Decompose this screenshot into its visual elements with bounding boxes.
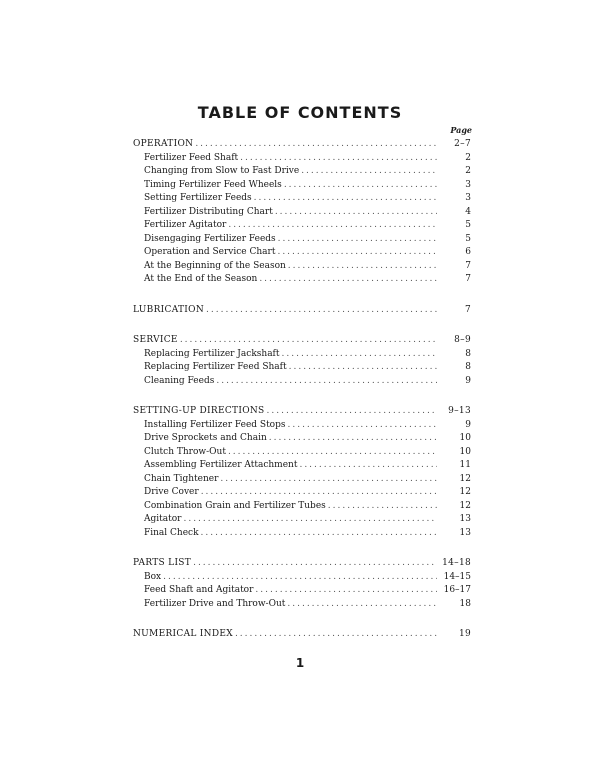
toc-entry-page: 8	[465, 362, 471, 372]
toc-entry[interactable]	[133, 165, 471, 179]
toc-entry[interactable]	[133, 219, 471, 233]
toc-entry-label: Operation and Service Chart	[144, 247, 276, 257]
toc-entry-label: Chain Tightener	[144, 473, 219, 484]
dot-leader	[235, 628, 437, 642]
dot-leader	[282, 348, 437, 362]
dot-leader	[301, 165, 437, 179]
toc-section-heading-page: 19	[458, 629, 471, 639]
toc-entry-label: Assembling Fertilizer Attachment	[144, 460, 298, 470]
toc-entry-page: 3	[465, 193, 471, 203]
dot-leader	[240, 152, 437, 166]
dot-leader	[201, 527, 437, 541]
toc-entry[interactable]	[133, 513, 471, 527]
page-number: 1	[295, 656, 305, 670]
toc-entry-label: Fertilizer Feed Shaft	[144, 152, 239, 163]
toc-entry-label: Fertilizer Distributing Chart	[144, 206, 273, 217]
page-column-header: Page	[450, 125, 472, 135]
toc-entry-label: Disengaging Fertilizer Feeds	[144, 233, 276, 244]
toc-entry-label: Clutch Throw-Out	[144, 446, 226, 457]
toc-entry-page: 6	[465, 247, 471, 257]
toc-entry-label: Setting Fertilizer Feeds	[144, 193, 252, 203]
toc-section-heading-label: SETTING-UP DIRECTIONS	[133, 406, 265, 416]
dot-leader	[275, 206, 437, 220]
dot-leader	[195, 138, 437, 152]
toc-entry[interactable]	[133, 273, 471, 287]
toc-entry[interactable]	[133, 361, 471, 375]
toc-section-heading-label: PARTS LIST	[133, 558, 192, 568]
dot-leader	[278, 233, 437, 247]
dot-leader	[180, 334, 437, 348]
toc-entry-page: 12	[459, 500, 471, 511]
toc-entry-page: 7	[465, 260, 471, 271]
dot-leader	[289, 361, 437, 375]
toc-entry[interactable]	[133, 192, 471, 206]
toc-section	[133, 557, 471, 611]
dot-leader	[267, 405, 437, 419]
toc-entry[interactable]	[133, 179, 471, 193]
dot-leader	[284, 179, 437, 193]
toc-entry-label: Installing Fertilizer Feed Stops	[144, 419, 286, 430]
toc-section-heading[interactable]	[133, 557, 471, 571]
toc-entry-label: Agitator	[144, 514, 182, 524]
dot-leader	[288, 260, 437, 274]
toc-entry-label: Cleaning Feeds	[144, 375, 215, 386]
toc-entry-page: 5	[465, 233, 471, 244]
dot-leader	[255, 584, 437, 598]
toc-section-heading-label: LUBRICATION	[133, 304, 205, 315]
toc-entry-page: 8	[465, 348, 471, 359]
toc-entry-page: 4	[465, 206, 471, 217]
toc-section-heading[interactable]	[133, 628, 471, 642]
toc-entry[interactable]	[133, 206, 471, 220]
toc-entry-page: 3	[465, 179, 471, 190]
toc-entry[interactable]	[133, 432, 471, 446]
dot-leader	[216, 375, 437, 389]
toc-entry-label: Changing from Slow to Fast Drive	[144, 166, 300, 176]
toc-entry-page: 7	[465, 274, 471, 284]
toc-section-heading-page: 2–7	[454, 139, 471, 149]
dot-leader	[277, 246, 437, 260]
toc-section	[133, 304, 471, 318]
dot-leader	[201, 486, 437, 500]
toc-entry[interactable]	[133, 571, 471, 585]
toc-section-heading[interactable]	[133, 334, 471, 348]
toc-entry[interactable]	[133, 419, 471, 433]
toc-entry-page: 2	[465, 166, 471, 176]
toc-section	[133, 628, 471, 642]
table-of-contents	[133, 138, 471, 659]
toc-entry-label: Replacing Fertilizer Jackshaft	[144, 348, 280, 359]
toc-entry[interactable]	[133, 527, 471, 541]
dot-leader	[328, 500, 437, 514]
toc-entry-label: At the Beginning of the Season	[144, 260, 286, 271]
toc-entry-page: 11	[459, 460, 471, 470]
dot-leader	[259, 273, 437, 287]
toc-entry[interactable]	[133, 459, 471, 473]
dot-leader	[183, 513, 437, 527]
toc-entry[interactable]	[133, 500, 471, 514]
dot-leader	[228, 446, 437, 460]
toc-section-heading[interactable]	[133, 405, 471, 419]
toc-entry-label: Final Check	[144, 527, 199, 538]
toc-entry-label: Drive Cover	[144, 487, 199, 497]
toc-entry-page: 12	[459, 487, 471, 497]
toc-entry[interactable]	[133, 348, 471, 362]
toc-entry[interactable]	[133, 446, 471, 460]
toc-entry-label: Drive Sprockets and Chain	[144, 433, 267, 443]
toc-section-heading-label: NUMERICAL INDEX	[133, 629, 233, 639]
toc-entry-page: 13	[459, 527, 471, 538]
toc-section-heading-page: 7	[464, 304, 471, 315]
toc-entry[interactable]	[133, 375, 471, 389]
dot-leader	[299, 459, 437, 473]
toc-entry-label: Fertilizer Drive and Throw-Out	[144, 598, 286, 609]
toc-entry[interactable]	[133, 598, 471, 612]
toc-entry[interactable]	[133, 233, 471, 247]
toc-entry-label: Feed Shaft and Agitator	[144, 585, 254, 595]
toc-entry-page: 14–15	[443, 571, 471, 582]
toc-entry[interactable]	[133, 584, 471, 598]
toc-section	[133, 334, 471, 388]
toc-section	[133, 405, 471, 540]
toc-entry[interactable]	[133, 473, 471, 487]
toc-entry-page: 13	[459, 514, 471, 524]
toc-entry-label: Fertilizer Agitator	[144, 220, 227, 230]
toc-section-heading-page: 14–18	[442, 558, 471, 568]
toc-entry-page: 5	[465, 220, 471, 230]
toc-entry[interactable]	[133, 152, 471, 166]
toc-entry-label: Combination Grain and Fertilizer Tubes	[144, 500, 326, 511]
toc-entry-page: 9	[465, 419, 471, 430]
toc-section-heading-label: OPERATION	[133, 139, 194, 149]
toc-section-heading[interactable]	[133, 304, 471, 318]
toc-entry-page: 2	[465, 152, 471, 163]
dot-leader	[206, 304, 437, 318]
toc-entry-page: 10	[459, 446, 471, 457]
toc-section-heading-page: 9–13	[448, 406, 471, 416]
dot-leader	[163, 571, 437, 585]
page-title: TABLE OF CONTENTS	[197, 103, 403, 122]
toc-section-heading[interactable]	[133, 138, 471, 152]
toc-entry-page: 9	[465, 375, 471, 386]
toc-entry-page: 12	[459, 473, 471, 484]
toc-entry-page: 16–17	[443, 585, 471, 595]
toc-entry[interactable]	[133, 486, 471, 500]
toc-entry-page: 18	[459, 598, 471, 609]
toc-entry-page: 10	[459, 433, 471, 443]
dot-leader	[269, 432, 437, 446]
toc-section-heading-label: SERVICE	[133, 335, 178, 345]
toc-entry-label: Replacing Fertilizer Feed Shaft	[144, 362, 287, 372]
dot-leader	[287, 419, 437, 433]
toc-section-heading-page: 8–9	[454, 335, 471, 345]
toc-entry[interactable]	[133, 260, 471, 274]
dot-leader	[254, 192, 437, 206]
toc-entry[interactable]	[133, 246, 471, 260]
dot-leader	[220, 473, 437, 487]
dot-leader	[287, 598, 437, 612]
dot-leader	[193, 557, 437, 571]
toc-section	[133, 138, 471, 287]
toc-entry-label: Box	[144, 571, 162, 582]
toc-entry-label: Timing Fertilizer Feed Wheels	[144, 179, 282, 190]
dot-leader	[228, 219, 437, 233]
toc-entry-label: At the End of the Season	[144, 274, 258, 284]
